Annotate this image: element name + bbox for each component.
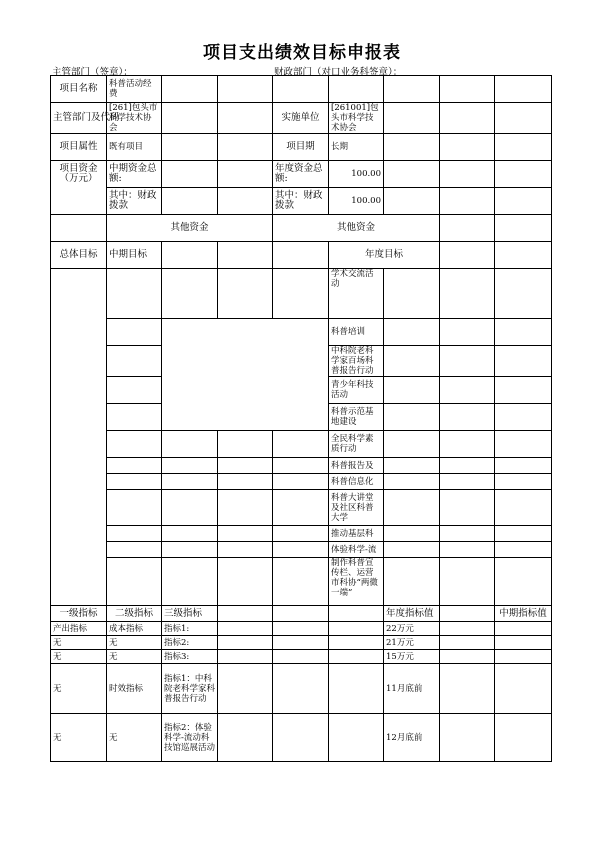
indicator-l1: 无 [51, 650, 107, 664]
impl-unit-value: [261001]包头市科学技术协会 [329, 103, 384, 134]
annual-goal-item: 学术交流活动 [329, 269, 384, 319]
annual-goal-item: 科普培训 [329, 319, 384, 346]
year-total-value: 100.00 [329, 161, 384, 188]
indicator-l2: 无 [107, 636, 162, 650]
level2-header: 二级指标 [107, 606, 162, 622]
annual-goal-item: 制作科普宣传栏、运营市科协“两微一端” [329, 558, 384, 606]
performance-form-table [50, 75, 552, 762]
overall-goal-label: 总体目标 [51, 242, 107, 269]
indicator-annual-value: 11月底前 [384, 664, 440, 714]
indicator-annual-value: 15万元 [384, 650, 440, 664]
project-name-label: 项目名称 [51, 76, 107, 103]
mid-fiscal-label: 其中：财政拨款 [107, 188, 162, 215]
finance-sign-label: 财政部门（对口业务科签章）： [274, 67, 403, 78]
annual-goal-item: 科普报告及 [329, 458, 384, 474]
year-fiscal-value: 100.00 [329, 188, 384, 215]
level1-header: 一级指标 [51, 606, 107, 622]
project-attr-value: 既有项目 [107, 134, 162, 161]
indicator-annual-value: 12月底前 [384, 714, 440, 762]
indicator-l3: 指标3: [162, 650, 218, 664]
indicator-l1: 无 [51, 636, 107, 650]
dept-code-value: [261]包头市科学技术协会 [107, 103, 162, 134]
annual-goal-item: 中科院老科学家百场科普报告行动 [329, 346, 384, 377]
indicator-l1: 产出指标 [51, 622, 107, 636]
supervisor-sign-label: 主管部门（签章）： [52, 67, 133, 78]
dept-code-label: 主管部门及代码 [51, 103, 107, 134]
indicator-l1: 无 [51, 714, 107, 762]
fund-label: 项目资金（万元） [51, 161, 107, 188]
indicator-annual-value: 22万元 [384, 622, 440, 636]
form-title: 项目支出绩效目标申报表 [203, 43, 401, 63]
project-name-value: 科普活动经费 [107, 76, 162, 103]
indicator-l2: 无 [107, 714, 162, 762]
project-period-value: 长期 [329, 134, 384, 161]
year-fiscal-label: 其中：财政拨款 [273, 188, 329, 215]
level3-header: 三级指标 [162, 606, 218, 622]
indicator-l3: 指标1: [162, 622, 218, 636]
indicator-l1: 无 [51, 664, 107, 714]
indicator-l3: 指标2: [162, 636, 218, 650]
annual-value-header: 年度指标值 [384, 606, 440, 622]
indicator-l2: 成本指标 [107, 622, 162, 636]
mid-goal-label: 中期目标 [107, 242, 162, 269]
annual-goal-item: 全民科学素质行动 [329, 431, 384, 458]
annual-goal-item: 科普信息化 [329, 474, 384, 490]
other-fund-right: 其他资金 [273, 215, 440, 242]
annual-goal-item: 体验科学-流 [329, 542, 384, 558]
indicator-l3: 指标2：体验科学-流动科技馆巡展活动 [162, 714, 218, 762]
year-total-label: 年度资金总额: [273, 161, 329, 188]
indicator-annual-value: 21万元 [384, 636, 440, 650]
project-period-label: 项目期 [273, 134, 329, 161]
annual-goal-label: 年度目标 [329, 242, 440, 269]
other-fund-left: 其他资金 [107, 215, 273, 242]
indicator-l2: 无 [107, 650, 162, 664]
annual-goal-item: 推动基层科 [329, 526, 384, 542]
mid-total-label: 中期资金总额: [107, 161, 162, 188]
indicator-l2: 时效指标 [107, 664, 162, 714]
mid-value-header: 中期指标值 [495, 606, 552, 622]
annual-goal-item: 科普示范基地建设 [329, 404, 384, 431]
annual-goal-item: 青少年科技活动 [329, 377, 384, 404]
indicator-l3: 指标1：中科院老科学家科普报告行动 [162, 664, 218, 714]
project-attr-label: 项目属性 [51, 134, 107, 161]
impl-unit-label: 实施单位 [273, 103, 329, 134]
annual-goal-item: 科普大讲堂及社区科普大学 [329, 490, 384, 526]
